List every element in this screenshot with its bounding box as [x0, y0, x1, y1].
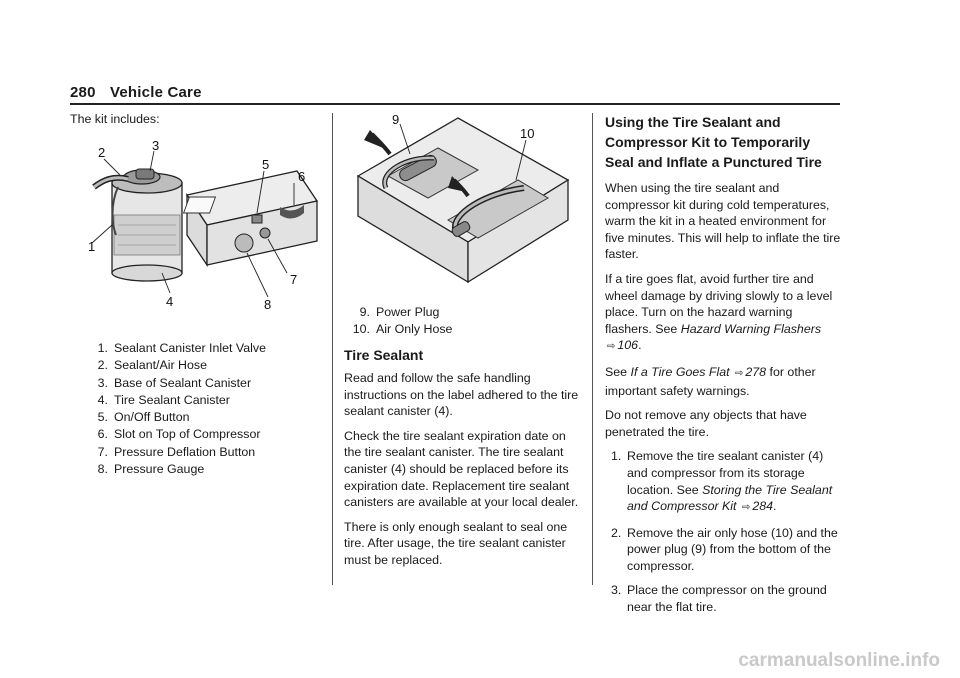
paragraph: See If a Tire Goes Flat ⇨ 278 for other important safety warnings.	[605, 364, 816, 398]
paragraph: If a tire goes flat, avoid further tire and wheel damage by driving slowly to a level place. Turn on the hazard warning flashers. See Hazard Warning Flashers ⇨ 106.	[605, 271, 833, 353]
cross-reference-link[interactable]: Storing the Tire Sealant and Compressor Kit	[627, 482, 833, 514]
paragraph: Read and follow the safe handling instructions on the label adhered to the tire sealant canister (4).	[344, 371, 579, 419]
tire-sealant-heading: Tire Sealant	[344, 347, 424, 363]
step-item: 3. Place the compressor on the ground near the flat tire.	[611, 583, 827, 615]
page-reference-icon: ⇨	[607, 341, 616, 353]
callout-3: 3	[152, 138, 160, 153]
callout-2: 2	[98, 145, 106, 160]
cross-reference-link[interactable]: Hazard Warning Flashers	[680, 321, 822, 336]
compressor-drawing	[184, 171, 317, 265]
header-rule	[70, 103, 840, 105]
sealant-canister-drawing	[94, 169, 182, 281]
middle-column	[352, 304, 580, 349]
paragraph: Do not remove any objects that have penetrated the tire.	[605, 408, 807, 439]
legend-item: 9. Power Plug	[359, 305, 440, 319]
paragraph: There is only enough sealant to seal one tire. After usage, the tire sealant canister must be replaced.	[344, 519, 568, 567]
step-item: 2. Remove the air only hose (10) and the power plug (9) from the bottom of the compressor.	[611, 525, 838, 573]
section-title: Vehicle Care	[110, 84, 202, 101]
page-link[interactable]: 106	[617, 338, 639, 353]
kit-illustration	[82, 135, 322, 315]
legend-item: 4. Tire Sealant Canister	[97, 392, 230, 407]
page-header	[70, 84, 202, 101]
legend-item: 5. On/Off Button	[97, 410, 190, 425]
paragraph: When using the tire sealant and compressor kit during cold temperatures, warm the kit in a heated environment for five minutes. This will help to inflate the tire faster.	[605, 181, 841, 262]
legend-item: 6. Slot on Top of Compressor	[97, 427, 261, 442]
right-column	[605, 112, 841, 624]
compressor-bottom-illustration	[348, 110, 580, 290]
legend-item: 10. Air Only Hose	[352, 322, 453, 337]
legend-item: 7. Pressure Deflation Button	[97, 444, 256, 459]
kit-legend	[90, 340, 320, 478]
callout-7: 7	[290, 272, 298, 287]
callout-9: 9	[392, 112, 400, 127]
callout-8: 8	[264, 297, 272, 312]
callout-5: 5	[262, 157, 270, 172]
tire-sealant-section	[344, 346, 580, 577]
page-link[interactable]: 284	[752, 499, 774, 514]
callout-10: 10	[520, 126, 535, 141]
step-item: 1. Remove the tire sealant canister (4) and compressor from its storage location. See Storing the Tire Sealant and Compressor Kit ⇨ 284.	[611, 449, 833, 514]
page-reference-icon: ⇨	[735, 367, 744, 379]
column-divider-left	[332, 113, 333, 585]
watermark: carmanualsonline.info	[738, 650, 940, 671]
callout-1: 1	[88, 239, 96, 254]
procedure-heading: Using the Tire Sealant and Compressor Kit to Temporarily Seal and Inflate a Punctured Tire	[605, 114, 822, 170]
page-number: 280	[70, 84, 96, 101]
page-link[interactable]: 278	[745, 364, 767, 379]
kit-intro: The kit includes:	[70, 112, 160, 126]
legend-item: 8. Pressure Gauge	[97, 462, 205, 477]
legend-item: 3. Base of Sealant Canister	[97, 375, 252, 390]
legend-item: 2. Sealant/Air Hose	[97, 358, 207, 373]
paragraph: Check the tire sealant expiration date on the tire sealant canister. The tire sealant canister (4) should be replaced before its expiration date. Replacement tire sealant canisters are available at your local dealer.	[344, 428, 579, 510]
legend-item: 1. Sealant Canister Inlet Valve	[97, 341, 266, 355]
callout-4: 4	[166, 294, 174, 309]
page-reference-icon: ⇨	[741, 502, 751, 514]
cross-reference-link[interactable]: If a Tire Goes Flat	[630, 364, 730, 379]
callout-6: 6	[298, 169, 306, 184]
column-divider-right	[592, 113, 593, 585]
